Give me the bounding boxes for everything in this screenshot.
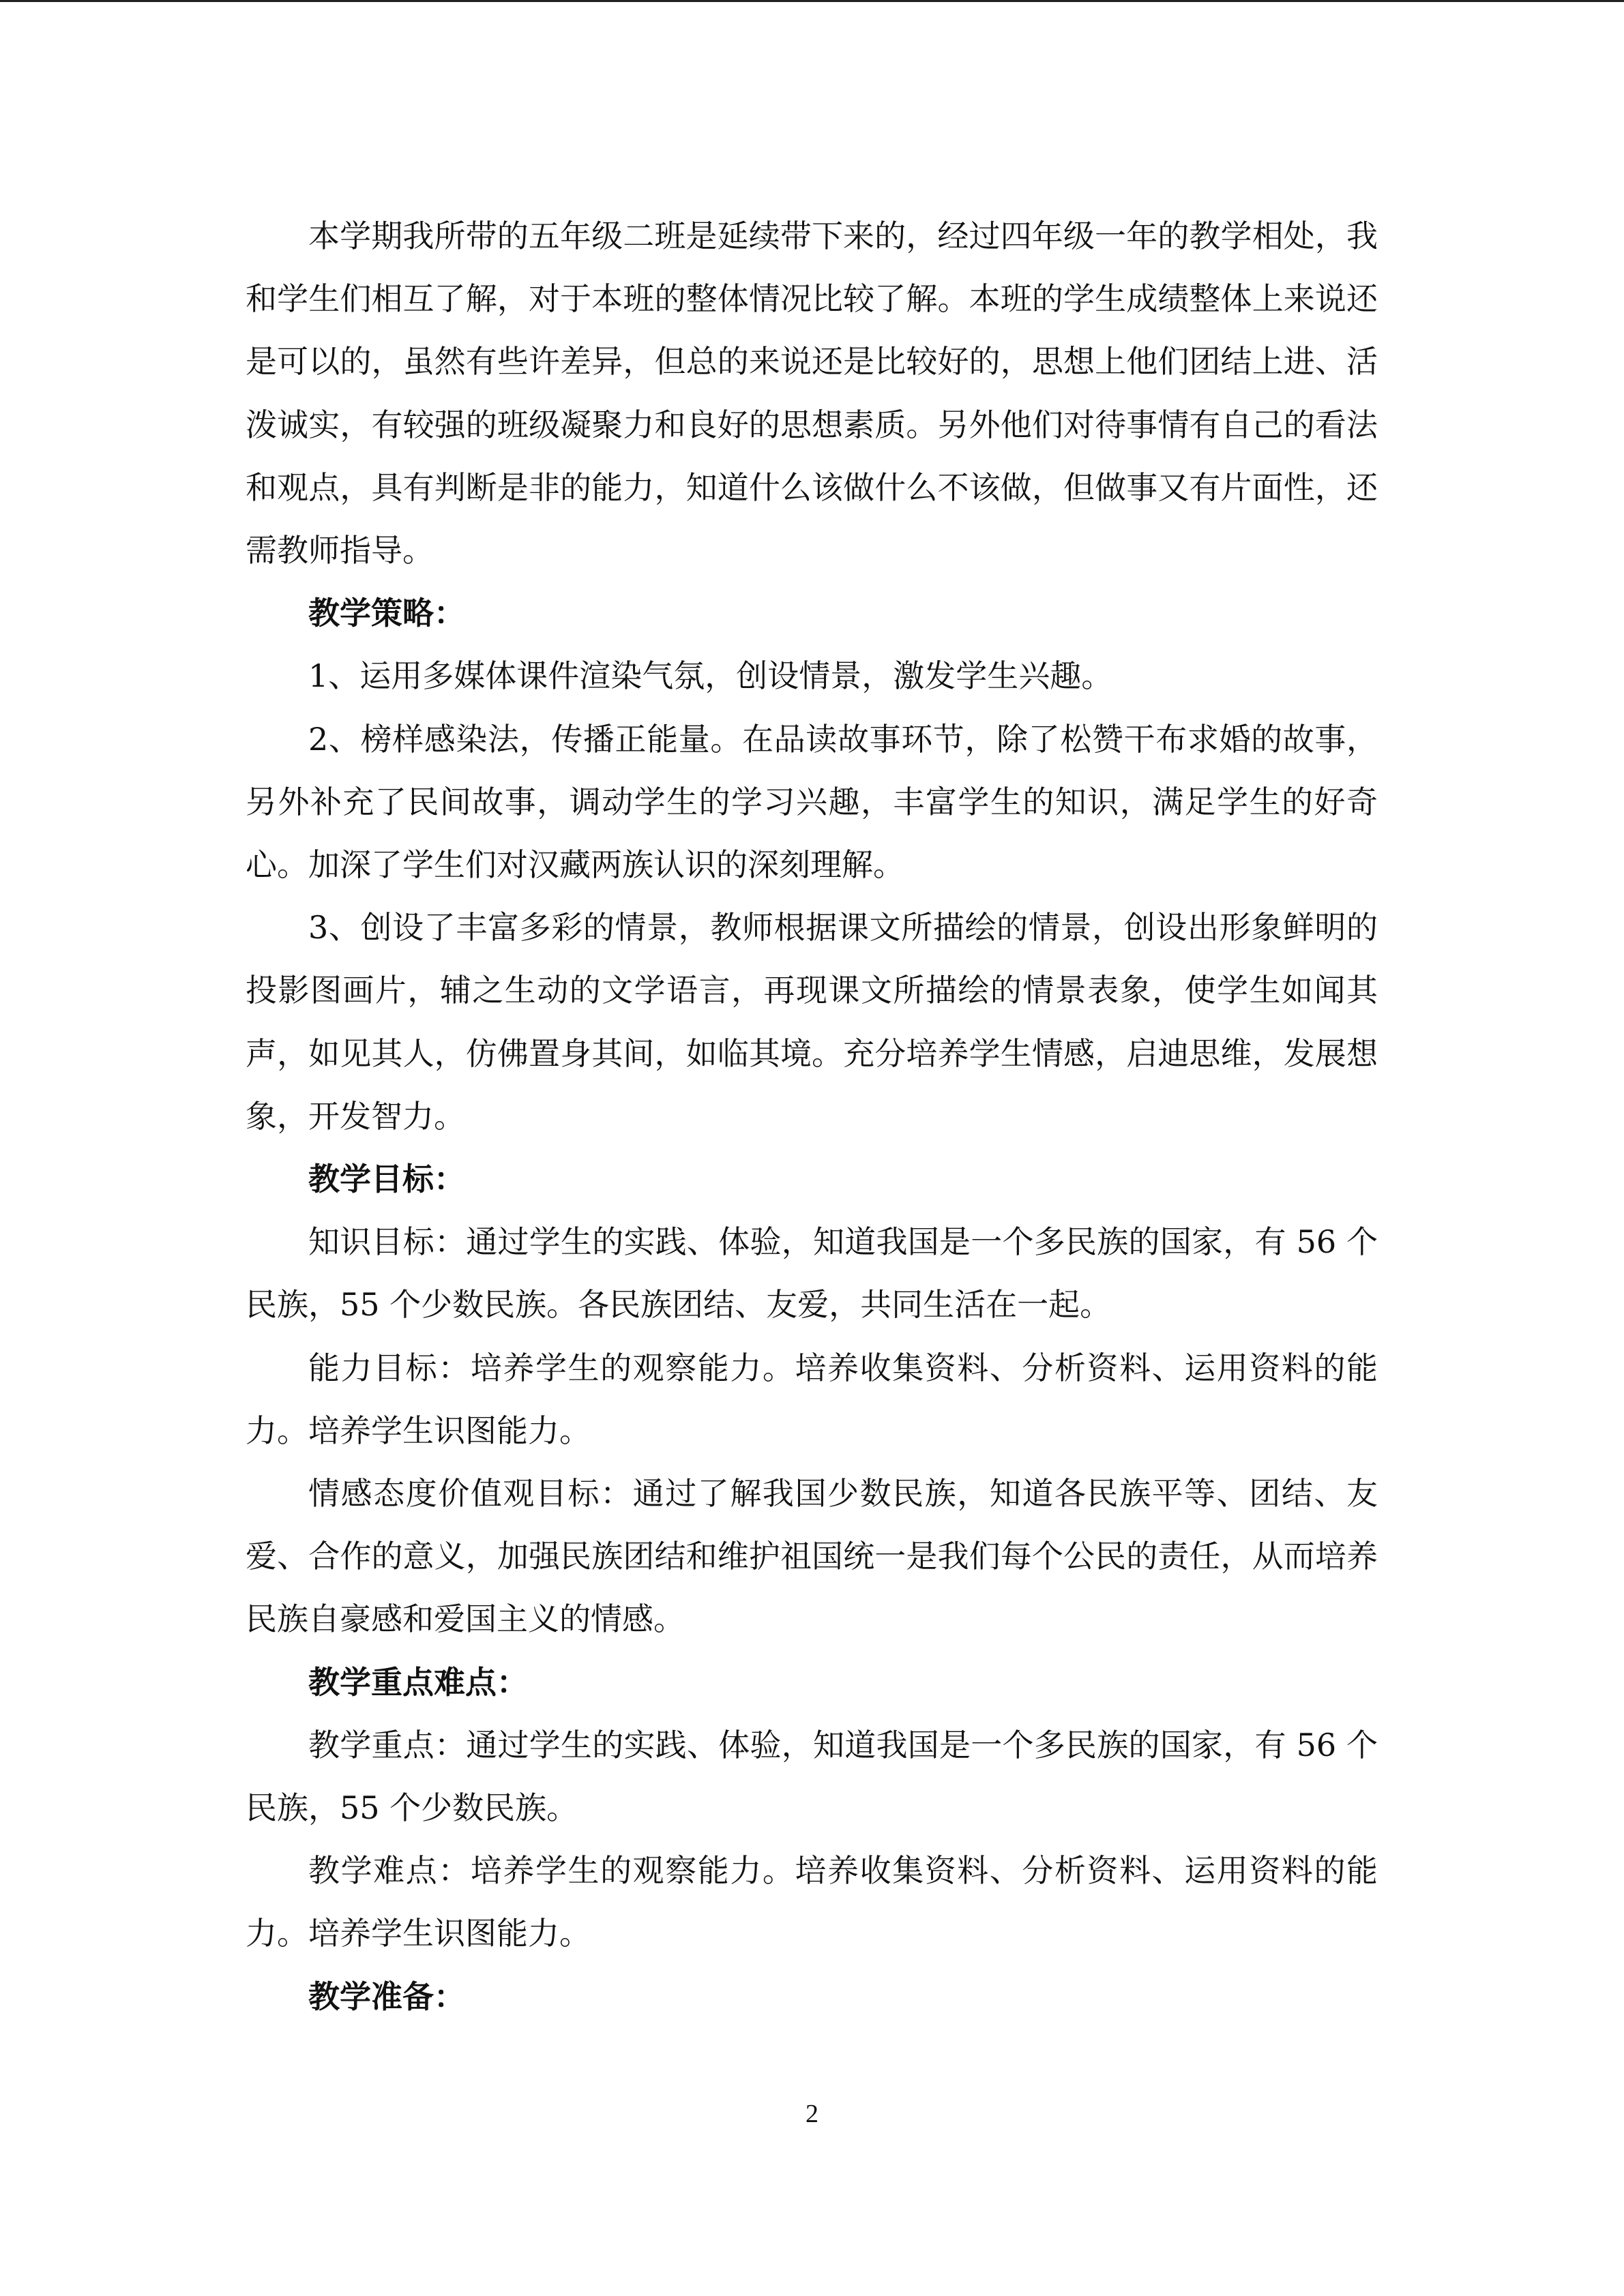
difficult-point: 教学难点：培养学生的观察能力。培养收集资料、分析资料、运用资料的能力。培养学生识图能力。 [246,1852,1378,1952]
heading-teaching-strategy: 教学策略： [308,595,465,632]
top-border-rule [0,0,1624,2]
document-body [246,205,1378,2028]
goal-emotion-values: 情感态度价值观目标：通过了解我国少数民族，知道各民族平等、团结、友爱、合作的意义，加强民族团结和维护祖国统一是我们每个公民的责任，从而培养民族自豪感和爱国主义的情感。 [246,1475,1378,1638]
goal-knowledge: 知识目标：通过学生的实践、体验，知道我国是一个多民族的国家，有 56 个民族，55 个少数民族。各民族团结、友爱，共同生活在一起。 [246,1223,1378,1324]
strategy-item-1: 1、运用多媒体课件渲染气氛，创设情景，激发学生兴趣。 [308,657,1113,695]
key-point: 教学重点：通过学生的实践、体验，知道我国是一个多民族的国家，有 56 个民族，55 个少数民族。 [246,1726,1378,1827]
heading-key-difficult-points: 教学重点难点： [308,1663,528,1701]
heading-teaching-goals: 教学目标： [308,1161,465,1198]
strategy-item-2: 2、榜样感染法，传播正能量。在品读故事环节，除了松赞干布求婚的故事，另外补充了民间故事，调动学生的学习兴趣，丰富学生的知识，满足学生的好奇心。加深了学生们对汉藏两族认识的深刻理解。 [246,720,1378,884]
paragraph-class-situation: 本学期我所带的五年级二班是延续带下来的，经过四年级一年的教学相处，我和学生们相互了解，对于本班的整体情况比较了解。本班的学生成绩整体上来说还是可以的，虽然有些许差异，但总的来说还是比较好的，思想上他们团结上进、活泼诚实，有较强的班级凝聚力和良好的思想素质。另外他们对待事情有自己的看法和观点，具有判断是非的能力，知道什么该做什么不该做，但做事又有片面性，还需教师指导。 [246,218,1378,569]
goal-ability: 能力目标：培养学生的观察能力。培养收集资料、分析资料、运用资料的能力。培养学生识图能力。 [246,1349,1378,1449]
heading-teaching-preparation: 教学准备： [308,1978,465,2015]
page-number: 2 [806,2100,818,2128]
strategy-item-3: 3、创设了丰富多彩的情景，教师根据课文所描绘的情景，创设出形象鲜明的投影图画片，辅之生动的文学语言，再现课文所描绘的情景表象，使学生如闻其声，如见其人，仿佛置身其间，如临其境。充分培养学生情感，启迪思维，发展想象，开发智力。 [246,909,1378,1135]
